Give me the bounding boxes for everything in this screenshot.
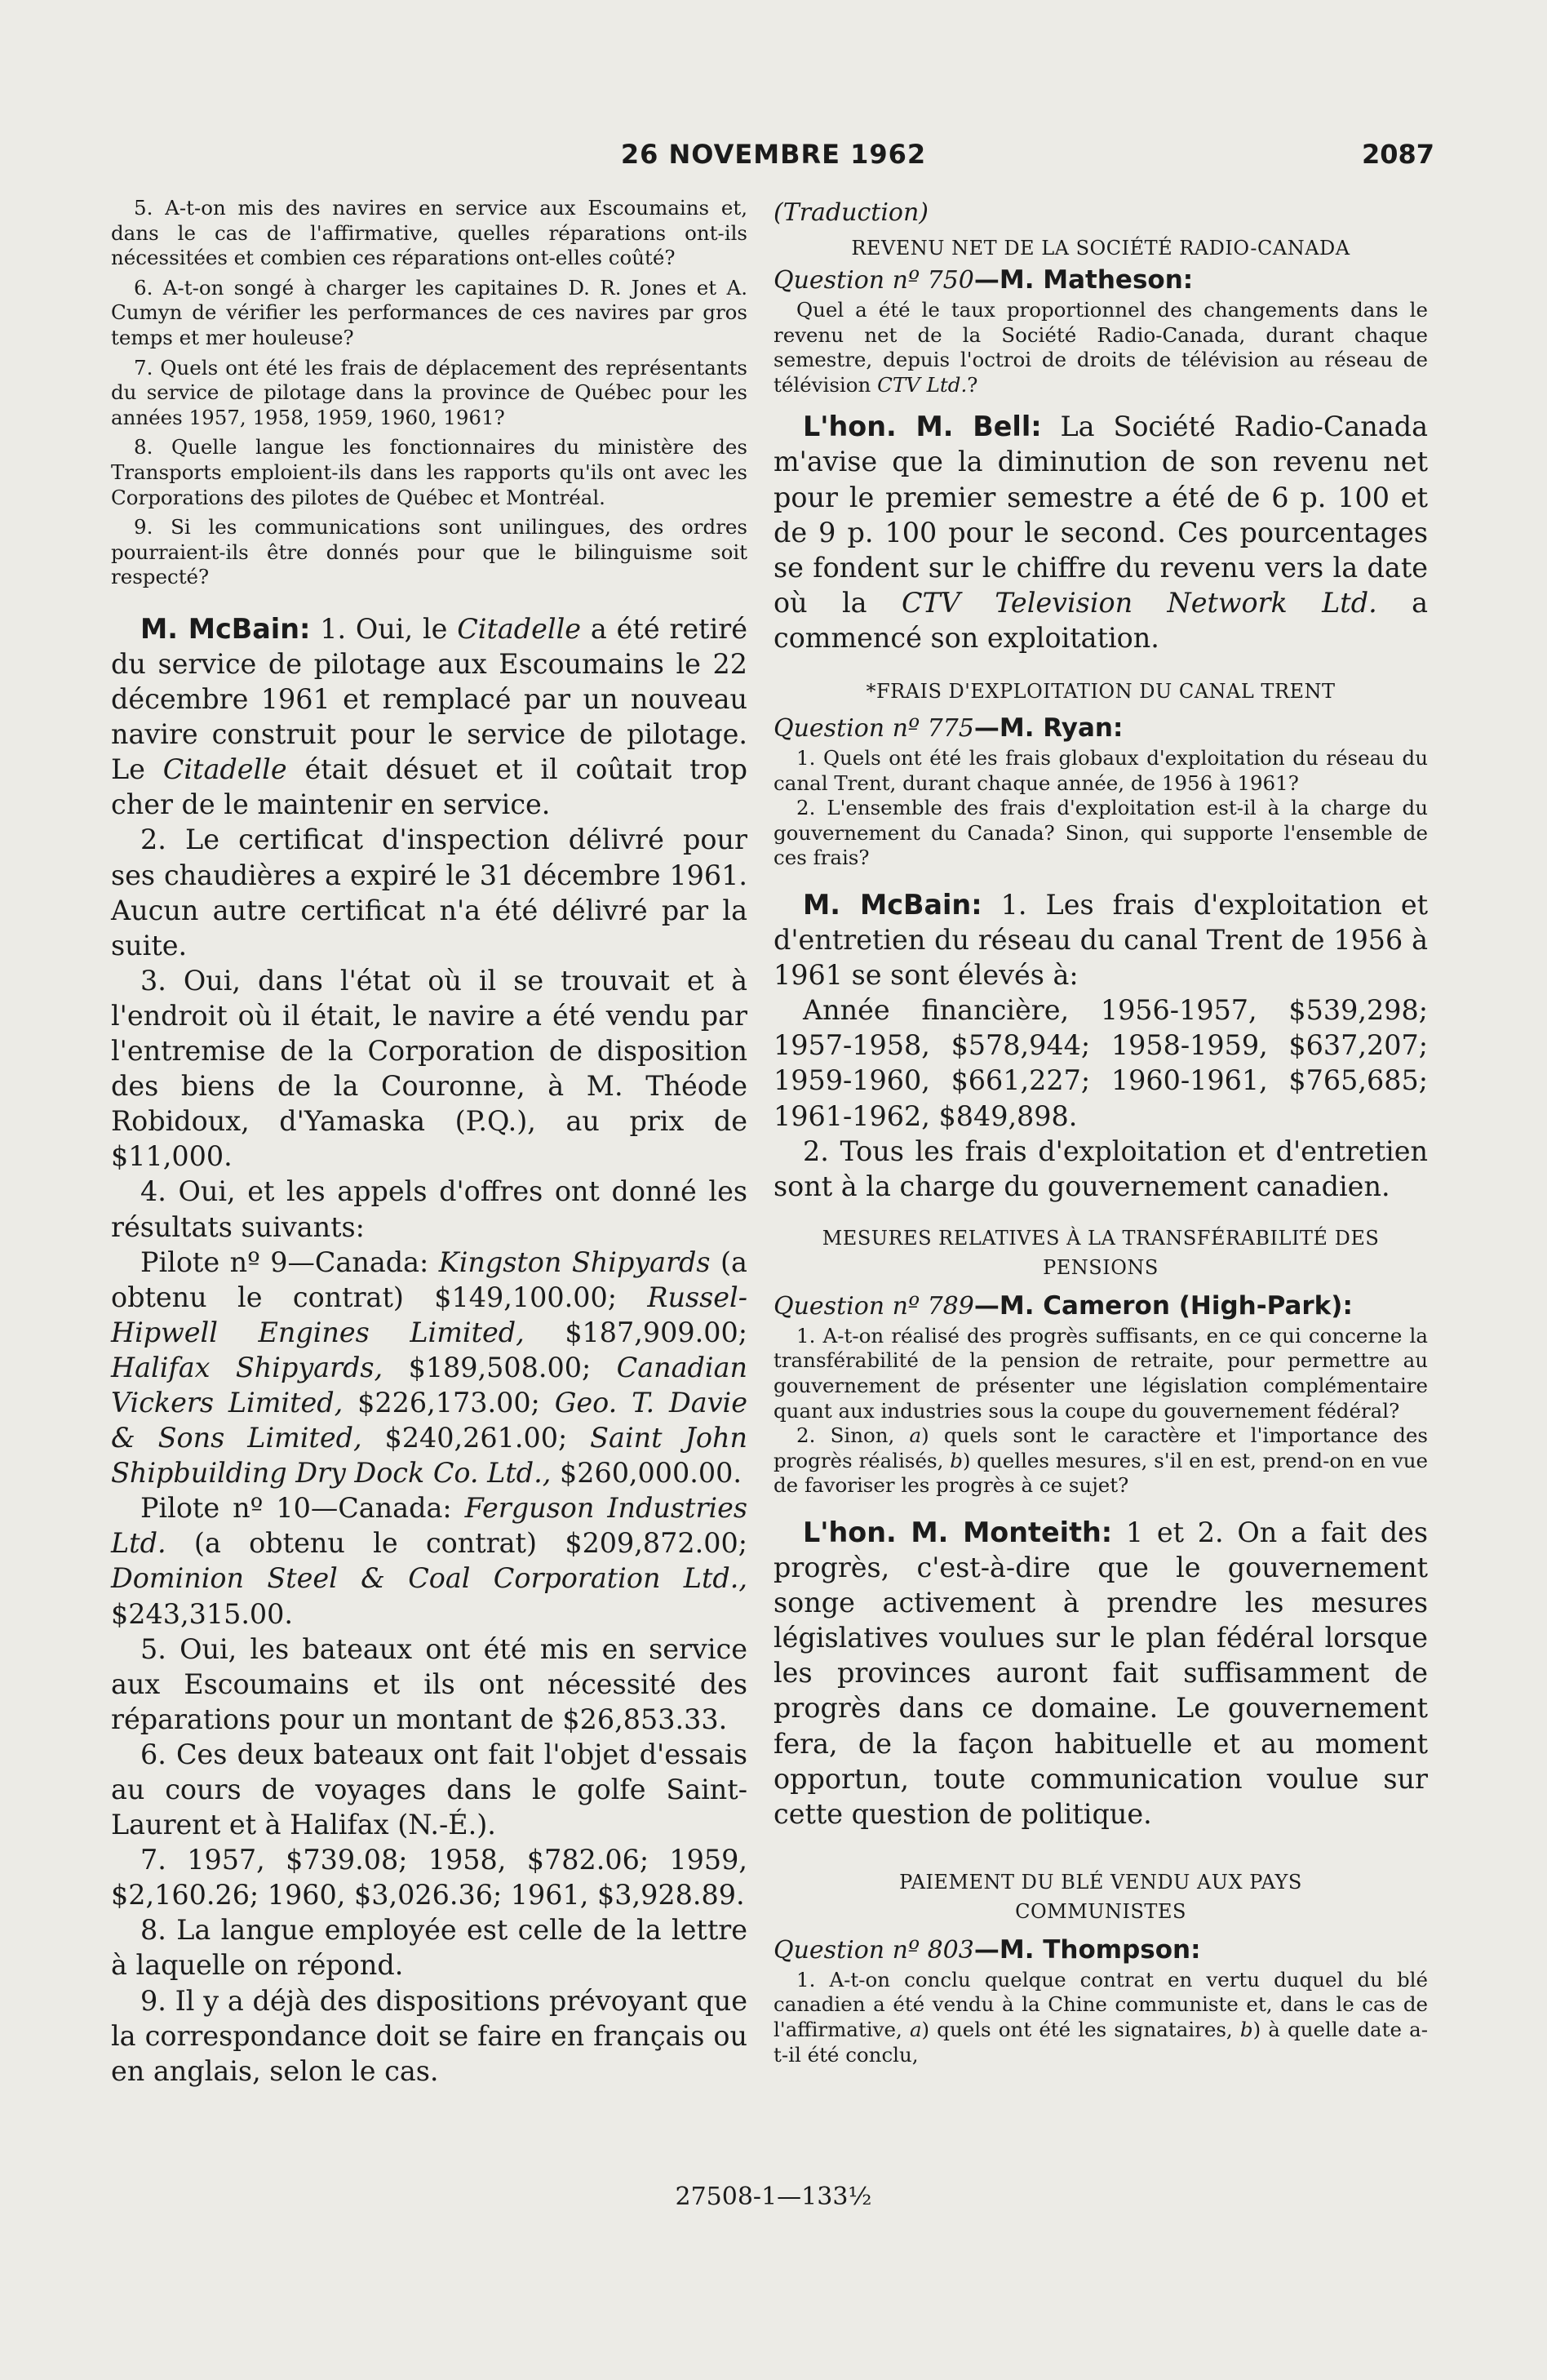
right-column xyxy=(774,196,1428,2067)
answer-8: 8. La langue employée est celle de la lettre à laquelle on répond. xyxy=(111,1914,747,1982)
answer-9: 9. Il y a déjà des dispositions prévoyant que la correspondance doit se faire en français ou en anglais, selon le cas. xyxy=(111,1984,747,2087)
header-date: 26 NOVEMBRE 1962 xyxy=(620,139,927,170)
answer-6: 6. Ces deux bateaux ont fait l'objet d'essais au cours de voyages dans le golfe Saint-Laurent et à Halifax (N.-É.). xyxy=(111,1738,747,1841)
section-heading-pensions: MESURES RELATIVES À LA TRANSFÉRABILITÉ DES PENSIONS xyxy=(822,1226,1380,1279)
question-775-item-1: 1. Quels ont été les frais globaux d'exploitation du réseau du canal Trent, durant chaque année, de 1956 à 1961? xyxy=(774,746,1428,795)
answer-monteith: L'hon. M. Monteith: 1 et 2. On a fait des progrès, c'est-à-dire que le gouvernement songe activement à prendre les mesures législatives voulues sur le plan fédéral lorsque les provinces auront fait suffisamment de progrès dans ce domaine. Le gouvernement fera, de la façon habituelle et au moment opportun, toute communication voulue sur cette question de politique. xyxy=(774,1516,1429,1830)
question-803-line: Question nº 803—M. Thompson: xyxy=(774,1934,1201,1965)
question-789-item-2: 2. Sinon, a) quels sont le caractère et l'importance des progrès réalisés, b) quelles mesures, s'il en est, prend-on en vue de favoriser les progrès à ce sujet? xyxy=(774,1423,1428,1498)
pilote-10-bids: Pilote nº 10—Canada: Ferguson Industries Ltd. (a obtenu le contrat) $209,872.00; Dominion Steel & Coal Corporation Ltd., $243,315.00. xyxy=(111,1492,748,1630)
question-item-8: 8. Quelle langue les fonctionnaires du ministère des Transports emploient-ils dans les rapports qu'ils ont avec les Corporations des pilotes de Québec et Montréal. xyxy=(111,435,747,509)
question-789-item-1: 1. A-t-on réalisé des progrès suffisants, en ce qui concerne la transférabilité de la pension de retraite, pour permettre au gouvernement de présenter une législation complémentaire quant aux industries sous la coupe du gouvernement fédéral? xyxy=(774,1323,1428,1423)
speaker-name: L'hon. M. Monteith: xyxy=(803,1516,1113,1548)
question-750-text: Quel a été le taux proportionnel des changements dans le revenu net de la Société Radio-Canada, durant chaque semestre, depuis l'octroi de droits de télévision au réseau de télévision CTV Ltd.? xyxy=(774,298,1428,397)
section-heading-ble: PAIEMENT DU BLÉ VENDU AUX PAYS COMMUNISTES xyxy=(899,1870,1302,1923)
answer-7: 7. 1957, $739.08; 1958, $782.06; 1959, $2,160.26; 1960, $3,026.36; 1961, $3,928.89. xyxy=(111,1844,747,1912)
section-heading-canal-trent: *FRAIS D'EXPLOITATION DU CANAL TRENT xyxy=(866,680,1336,704)
answer-5: 5. Oui, les bateaux ont été mis en service aux Escoumains et ils ont nécessité des réparations pour un montant de $26,853.33. xyxy=(111,1632,747,1735)
pilote-9-bids: Pilote nº 9—Canada: Kingston Shipyards (a obtenu le contrat) $149,100.00; Russel-Hipwell Engines Limited, $187,909.00; Halifax Shipyards, $189,508.00; Canadian Vickers Limited, $226,173.00; Geo. T. Davie & Sons Limited, $240,261.00; Saint John Shipbuilding Dry Dock Co. Ltd., $260,000.00. xyxy=(111,1246,747,1490)
question-775-item-2: 2. L'ensemble des frais d'exploitation est-il à la charge du gouvernement du Canada? Sinon, qui supporte l'ensemble de ces frais? xyxy=(774,796,1428,870)
speaker-name: L'hon. M. Bell: xyxy=(803,411,1042,443)
traduction-label: (Traduction) xyxy=(774,198,929,227)
answer-3: 3. Oui, dans l'état où il se trouvait et à l'endroit où il était, le navire a été vendu par l'entremise de la Corporation de disposition des biens de la Couronne, à M. Théode Robidoux, d'Yamaska (P.Q.), au prix de $11,000. xyxy=(111,964,747,1173)
answer-bell: L'hon. M. Bell: La Société Radio-Canada m'avise que la diminution de son revenu net pour le premier semestre a été de 6 p. 100 et de 9 p. 100 pour le second. Ces pourcentages se fondent sur le chiffre du revenu vers la date où la CTV Television Network Ltd. a commencé son exploitation. xyxy=(774,411,1429,654)
footer-signature-mark: 27508-1—133½ xyxy=(675,2182,872,2211)
running-header xyxy=(0,139,1547,176)
speaker-name: M. McBain: xyxy=(140,612,311,645)
left-column xyxy=(111,196,747,2089)
question-775-line: Question nº 775—M. Ryan: xyxy=(774,713,1124,744)
question-803-item-1: 1. A-t-on conclu quelque contrat en vertu duquel du blé canadien a été vendu à la Chine communiste et, dans le cas de l'affirmative, a) quels ont été les signataires, b) à quelle date a-t-il été conclu, xyxy=(774,1967,1428,2067)
answer-mcbain-2: 2. Tous les frais d'exploitation et d'entretien sont à la charge du gouvernement canadien. xyxy=(774,1134,1428,1202)
question-789-line: Question nº 789—M. Cameron (High-Park): xyxy=(774,1290,1353,1321)
question-item-5: 5. A-t-on mis des navires en service aux Escoumains et, dans le cas de l'affirmative, quelles réparations ont-ils nécessitées et combien ces réparations ont-elles coûté? xyxy=(111,196,747,270)
speaker-name: M. McBain: xyxy=(803,889,982,921)
question-750-line: Question nº 750—M. Matheson: xyxy=(774,265,1194,295)
page-number: 2087 xyxy=(1361,139,1434,170)
answer-mcbain-years: Année financière, 1956-1957, $539,298; 1957-1958, $578,944; 1958-1959, $637,207; 1959-1960, $661,227; 1960-1961, $765,685; 1961-1962, $849,898. xyxy=(774,994,1428,1132)
section-heading-radio-canada: REVENU NET DE LA SOCIÉTÉ RADIO-CANADA xyxy=(851,237,1350,260)
answer-1: M. McBain: 1. Oui, le Citadelle a été retiré du service de pilotage aux Escoumains le 22 décembre 1961 et remplacé par un nouveau navire construit pour le service de pilotage. Le Citadelle était désuet et il coûtait trop cher de le maintenir en service. xyxy=(111,612,747,821)
answer-4: 4. Oui, et les appels d'offres ont donné les résultats suivants: xyxy=(111,1175,747,1243)
question-item-9: 9. Si les communications sont unilingues, des ordres pourraient-ils être donnés pour que le bilinguisme soit respecté? xyxy=(111,515,747,589)
question-item-7: 7. Quels ont été les frais de déplacement des représentants du service de pilotage dans la province de Québec pour les années 1957, 1958, 1959, 1960, 1961? xyxy=(111,355,747,429)
answer-2: 2. Le certificat d'inspection délivré pour ses chaudières a expiré le 31 décembre 1961. Aucun autre certificat n'a été délivré par la suite. xyxy=(111,824,747,961)
answer-mcbain-1: M. McBain: 1. Les frais d'exploitation et d'entretien du réseau du canal Trent de 1956 à 1961 se sont élevés à: xyxy=(774,889,1428,992)
question-item-6: 6. A-t-on songé à charger les capitaines D. R. Jones et A. Cumyn de vérifier les performances de ces navires par gros temps et mer houleuse? xyxy=(111,275,747,349)
